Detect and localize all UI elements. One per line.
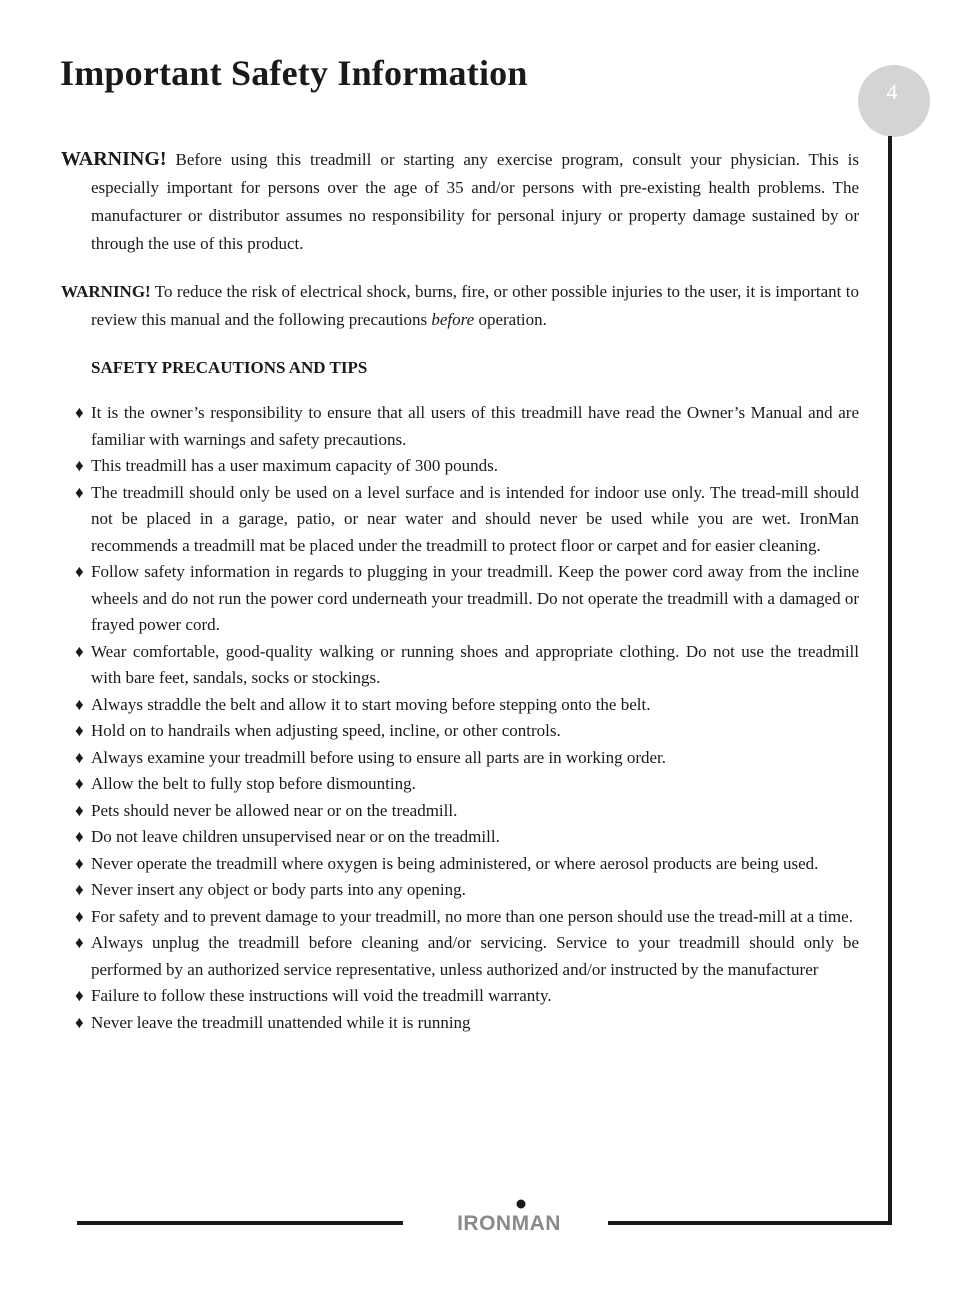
safety-tip-text: Always unplug the treadmill before cleaning and/or servicing. Service to your treadmill should only be performed by an authorized service representative, unless authorized and/or instructed by the manufacturer [91,933,859,979]
warning-electrical [61,278,859,334]
page-title: Important Safety Information [60,53,528,93]
diamond-bullet-icon: ♦ [75,562,84,581]
safety-tip-text: Wear comfortable, good-quality walking or running shoes and appropriate clothing. Do not use the treadmill with bare feet, sandals, socks or stockings. [91,641,859,687]
footer-rule-left [77,1221,403,1225]
diamond-bullet-icon: ♦ [75,1012,84,1032]
safety-tip [61,983,859,1010]
ironman-logo [434,1197,584,1235]
safety-tip [61,877,859,904]
safety-tip-text: Pets should never be allowed near or on the treadmill. [91,800,458,820]
diamond-bullet-icon: ♦ [75,986,84,1005]
safety-tips-list [61,400,859,1036]
safety-tip [61,639,859,692]
safety-tip [61,904,859,931]
diamond-bullet-icon: ♦ [75,853,84,873]
safety-tip [61,480,859,560]
diamond-bullet-icon: ♦ [75,694,84,714]
warning-physician [61,145,859,258]
safety-tip [61,824,859,851]
safety-tip-text: Always examine your treadmill before using to ensure all parts are in working order. [91,747,666,767]
safety-tip-text: For safety and to prevent damage to your treadmill, no more than one person should use the tread-mill at a time. [91,906,853,926]
footer-rule-right [608,1221,892,1225]
diamond-bullet-icon: ♦ [75,747,84,767]
safety-tip-text: Never insert any object or body parts into any opening. [91,880,466,899]
safety-tip [61,718,859,745]
diamond-bullet-icon: ♦ [75,641,84,661]
diamond-bullet-icon: ♦ [75,403,84,422]
safety-tip [61,851,859,878]
right-border-line [888,136,892,1225]
safety-tip-text: Hold on to handrails when adjusting speed, incline, or other controls. [91,721,561,740]
safety-tip [61,930,859,983]
warning-label: WARNING! [61,148,167,170]
warning-text: Before using this treadmill or starting any exercise program, consult your physician. This is especially important for persons over the age of 35 and/or persons with pre-existing health problems. The manufacturer or distributor assumes no responsibility for personal injury or property damage sustained by or through the use of this product. [91,150,860,253]
safety-tip-text: Never operate the treadmill where oxygen is being administered, or where aerosol products are being used. [91,853,819,873]
logo-figure-head [517,1200,526,1209]
warning-label: WARNING! [61,282,151,301]
safety-tip-text: Always straddle the belt and allow it to start moving before stepping onto the belt. [91,694,651,714]
logo-wordmark: IRONMAN [457,1212,561,1235]
diamond-bullet-icon: ♦ [75,774,84,793]
page-number: 4 [886,79,898,104]
safety-tip [61,692,859,719]
safety-tip-text: Allow the belt to fully stop before dismounting. [91,774,416,793]
diamond-bullet-icon: ♦ [75,482,84,502]
safety-tip-text: The treadmill should only be used on a level surface and is intended for indoor use only. The tread-mill should not be placed in a garage, patio, or near water and should never be used while you are wet. IronMan recommends a treadmill mat be placed under the treadmill to protect floor or carpet and for easier cleaning. [91,482,859,555]
diamond-bullet-icon: ♦ [75,906,84,926]
diamond-bullet-icon: ♦ [75,721,84,740]
section-heading: SAFETY PRECAUTIONS AND TIPS [91,358,368,377]
diamond-bullet-icon: ♦ [75,456,84,475]
safety-tip [61,1010,859,1037]
safety-tip [61,798,859,825]
safety-tip-text: Do not leave children unsupervised near or on the treadmill. [91,827,500,846]
safety-tip [61,771,859,798]
diamond-bullet-icon: ♦ [75,880,84,899]
safety-tip-text: It is the owner’s responsibility to ensure that all users of this treadmill have read the Owner’s Manual and are familiar with warnings and safety precautions. [91,403,859,449]
warning-text-end: operation. [478,310,547,329]
warning-text: To reduce the risk of electrical shock, burns, fire, or other possible injuries to the user, it is important to review this manual and the following precautions [91,282,859,329]
safety-tip [61,453,859,480]
page-number-badge [858,65,930,137]
safety-tip-text: This treadmill has a user maximum capacity of 300 pounds. [91,456,498,475]
diamond-bullet-icon: ♦ [75,933,84,952]
safety-tip-text: Never leave the treadmill unattended while it is running [91,1012,471,1032]
diamond-bullet-icon: ♦ [75,800,84,820]
safety-tip-text: Failure to follow these instructions will void the treadmill warranty. [91,986,552,1005]
warning-emphasis: before [431,310,475,329]
safety-content [61,145,859,1036]
safety-tip [61,559,859,639]
safety-tip [61,400,859,453]
safety-tip [61,745,859,772]
safety-tip-text: Follow safety information in regards to plugging in your treadmill. Keep the power cord away from the incline wheels and do not run the power cord underneath your treadmill. Do not operate the treadmill with a damaged or frayed power cord. [91,562,859,634]
diamond-bullet-icon: ♦ [75,827,84,846]
